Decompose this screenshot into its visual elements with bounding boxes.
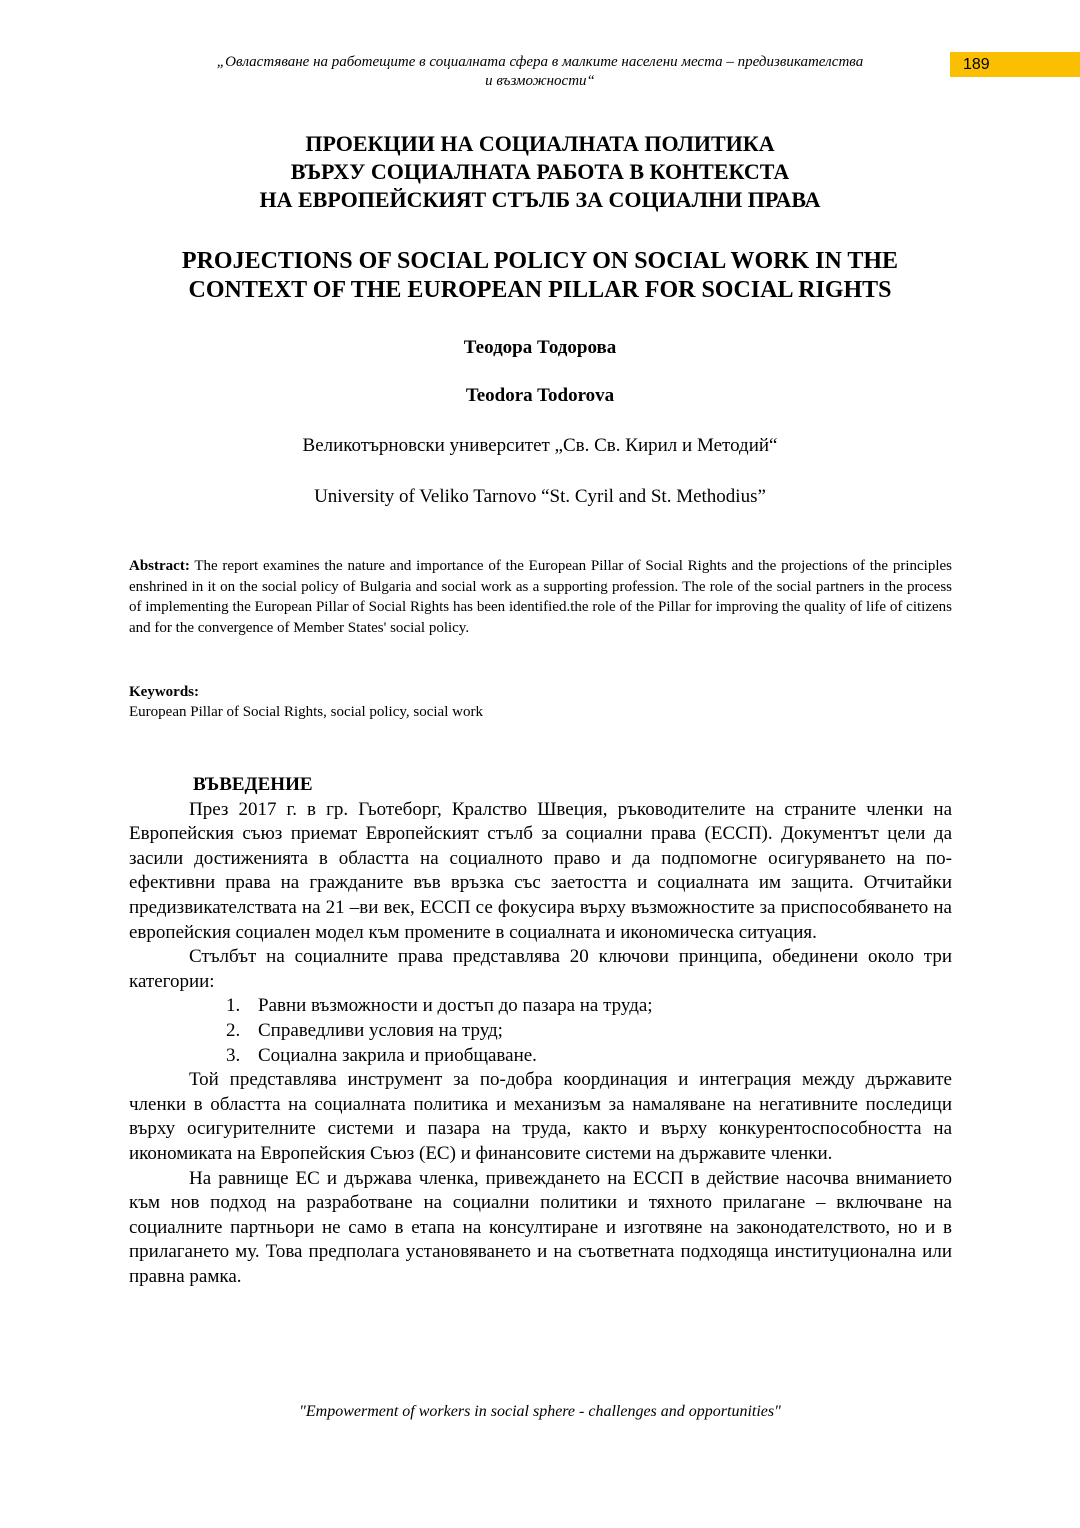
page-number-badge: 189: [950, 52, 1080, 77]
keywords-label: Keywords:: [129, 684, 199, 700]
paragraph: Той представлява инструмент за по-добра координация и интеграция между държавите членки в областта на социалната политика и механизъм за намаляване на негативните последици върху осигурителните системи и пазара на труда, както и върху конкурентоспособността на икономиката на Европейския Съюз (ЕС) и финансовите системи на държавите членки.: [129, 1069, 952, 1164]
title-english: [130, 247, 950, 305]
abstract: [129, 556, 952, 638]
list-item-number: 2.: [226, 1019, 241, 1041]
paragraph: През 2017 г. в гр. Гьотеборг, Кралство Швеция, ръководителите на страните членки на Европейския съюз приемат Европейският стълб за социални права (ЕССП). Документът цели да засили достиженията в областта на социалното право и да подпомогне осигуряването на по-ефективни права на гражданите във връзка със заетостта и социалната им защита. Отчитайки предизвикателствата на 21 –ви век, ЕССП се фокусира върху възможностите за приспособяването на европейския социален модел към промените в социалната и икономическа ситуация.: [129, 798, 952, 943]
section-heading: ВЪВЕДЕНИЕ: [193, 774, 313, 795]
list-item-text: Равни възможности и достъп до пазара на труда;: [258, 995, 653, 1017]
title-bg-line: ВЪРХУ СОЦИАЛНАТА РАБОТА В КОНТЕКСТА: [290, 159, 790, 184]
list-item-number: 3.: [226, 1044, 241, 1066]
title-bg-line: НА ЕВРОПЕЙСКИЯТ СТЪЛБ ЗА СОЦИАЛНИ ПРАВА: [259, 187, 821, 212]
running-header: [130, 53, 950, 91]
author-english: Teodora Todorova: [465, 385, 615, 406]
title-bulgarian: [130, 130, 950, 214]
running-header-line1: „Овластяване на работещите в социалната сфера в малките населени места – предизвикателства: [216, 54, 864, 70]
paragraph: На равнище ЕС и държава членка, привеждането на ЕССП в действие насочва вниманието към нов подход на разработване на социални политики и тяхното прилагане – включване на социалните партньори не само в етапа на консултиране и изготвяне на законодателството, но и в прилагането му. Това предполага установяването и на съответната подходяща институционална или правна рамка.: [129, 1167, 952, 1287]
principles-list: [129, 994, 952, 1068]
list-item-number: 1.: [226, 995, 241, 1017]
running-footer: "Empowerment of workers in social sphere - challenges and opportunities": [299, 1403, 781, 1420]
keywords: [129, 682, 952, 722]
title-en-line: CONTEXT OF THE EUROPEAN PILLAR FOR SOCIAL RIGHTS: [188, 277, 892, 303]
keywords-text: European Pillar of Social Rights, social policy, social work: [129, 704, 483, 720]
list-item-text: Социална закрила и приобщаване.: [258, 1044, 537, 1066]
title-bg-line: ПРОЕКЦИИ НА СОЦИАЛНАТА ПОЛИТИКА: [305, 131, 775, 156]
title-en-line: PROJECTIONS OF SOCIAL POLICY ON SOCIAL WORK IN THE: [181, 248, 899, 274]
author-bulgarian: Теодора Тодорова: [463, 337, 617, 358]
list-item: [226, 1019, 952, 1044]
body-text: [129, 773, 952, 1289]
list-item-text: Справедливи условия на труд;: [258, 1019, 503, 1041]
running-header-line2: и възможности“: [485, 73, 595, 89]
affiliation-bulgarian: Великотърновски университет „Св. Св. Кирил и Методий“: [302, 435, 778, 456]
paragraph: Стълбът на социалните права представлява 20 ключови принципа, обединени около три категории:: [129, 946, 952, 992]
list-item: [226, 1044, 952, 1069]
affiliation-english: University of Veliko Tarnovo “St. Cyril and St. Methodius”: [314, 486, 766, 507]
abstract-label: Abstract:: [129, 558, 190, 574]
abstract-text: The report examines the nature and importance of the European Pillar of Social Rights and the projections of the principles enshrined in it on the social policy of Bulgaria and social work as a supporting profession. The role of the social partners in the process of implementing the European Pillar of Social Rights has been identified.the role of the Pillar for improving the quality of life of citizens and for the convergence of Member States' social policy.: [129, 558, 952, 636]
list-item: [226, 994, 952, 1019]
